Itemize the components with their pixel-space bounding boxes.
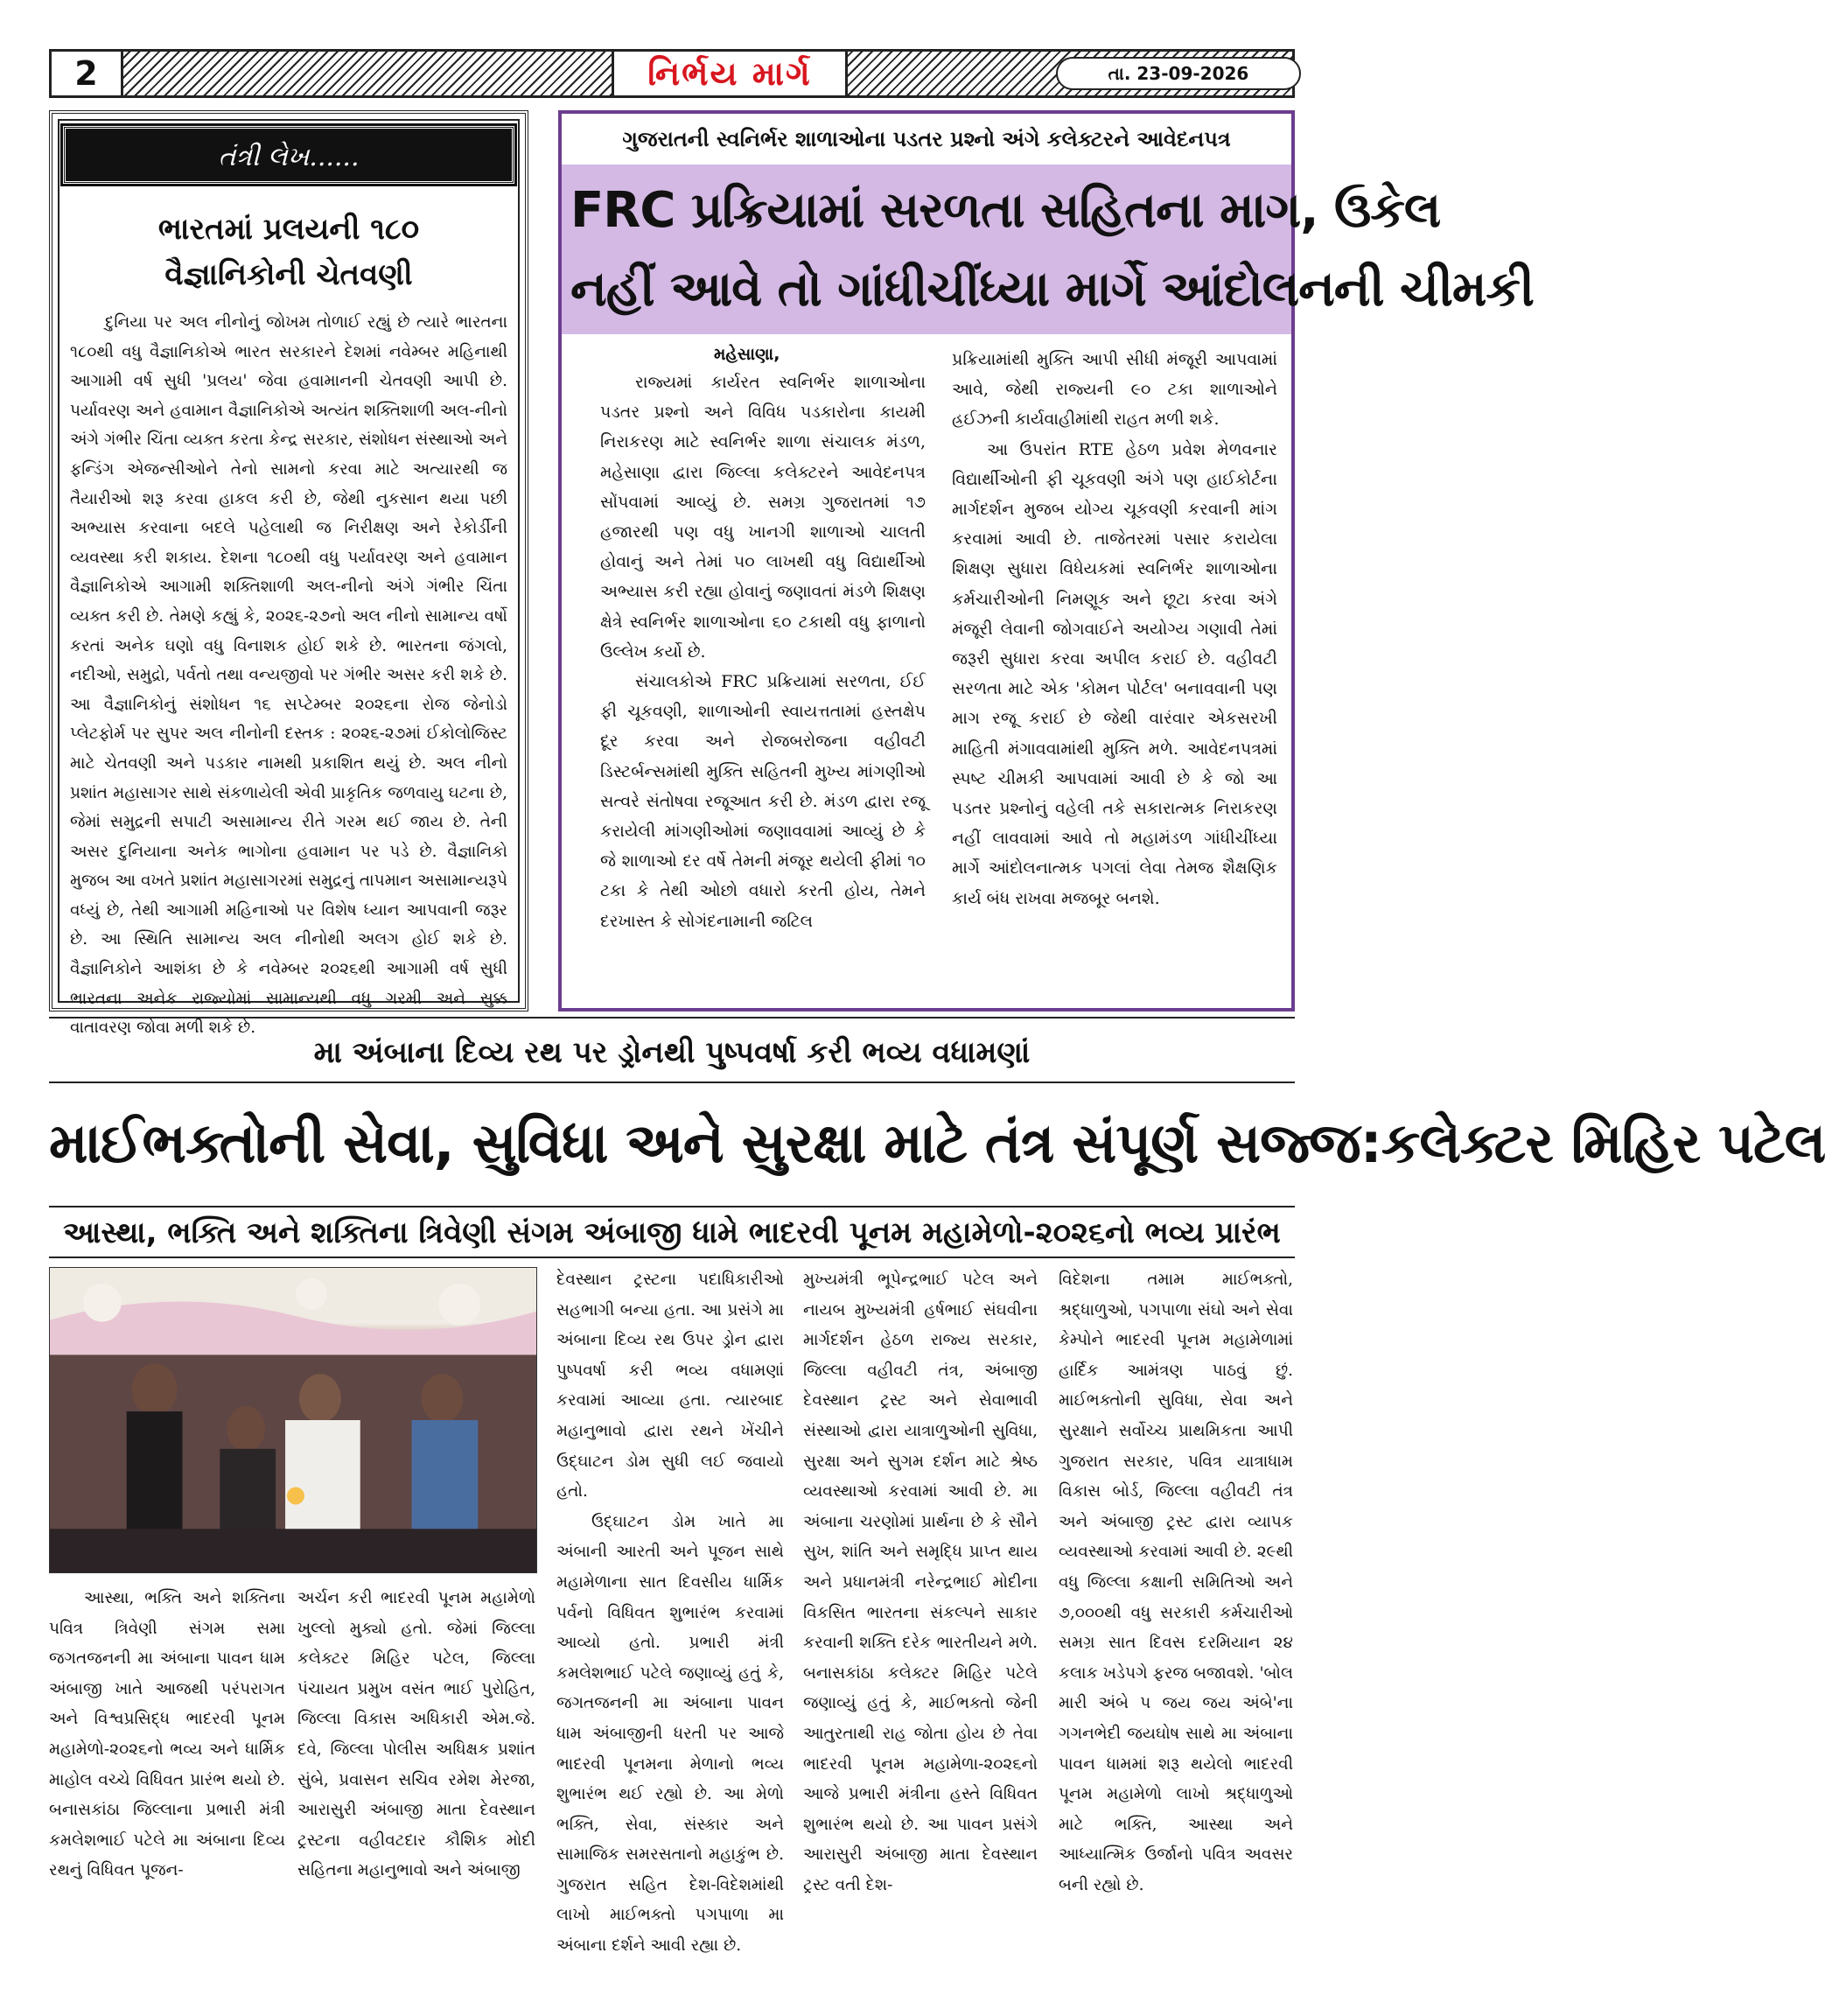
lower-column-5 [1059, 1265, 1293, 1900]
editorial-headline [70, 206, 507, 298]
story-kicker: ગુજરાતની સ્વનિર્ભર શાળાઓના પડતર પ્રશ્નો અંગે કલેક્ટરને આવેદનપત્ર [622, 127, 1231, 151]
section-divider [49, 1082, 1295, 1083]
editorial-headline-line2: વૈજ્ઞાનિકોની ચેતવણી [164, 257, 413, 292]
headline-band [562, 164, 1534, 334]
section-divider [49, 1206, 1295, 1208]
story-headline-line2: નહીં આવે તો ગાંધીચીંધ્યા માર્ગે આંદોલનની ચીમકી [570, 261, 1534, 318]
story-columns [562, 334, 1291, 936]
story-paragraph: વિદેશના તમામ માઈભક્તો, શ્રદ્ધાળુઓ, પગપાળા સંઘો અને સેવા કેમ્પોને ભાદરવી પૂનમ મહામેળામાં હાર્દિક આમંત્રણ પાઠવું છું. માઈભક્તોની સુવિધા, સેવા અને સુરક્ષાને સર્વોચ્ચ પ્રાથમિકતા આપી ગુજરાત સરકાર, પવિત્ર યાત્રાધામ વિકાસ બોર્ડ, જિલ્લા વહીવટી તંત્ર અને અંબાજી ટ્રસ્ટ દ્વારા વ્યાપક વ્યવસ્થાઓ કરવામાં આવી છે. ૨૯થી વધુ જિલ્લા કક્ષાની સમિતિઓ અને ૭,૦૦૦થી વધુ સરકારી કર્મચારીઓ સમગ્ર સાત દિવસ દરમિયાન ૨૪ કલાક ખડેપગે ફરજ બજાવશે. 'બોલ મારી અંબે પ જય જય અંબે'ના ગગનભેદી જયઘોષ સાથે મા અંબાના પાવન ધામમાં શરૂ થયેલો ભાદરવી પૂનમ મહામેળો લાખો શ્રદ્ધાળુઓ માટે ભક્તિ, આસ્થા અને આધ્યાત્મિક ઉર્જાનો પવિત્ર અવસર બની રહ્યો છે. [1059, 1270, 1293, 1894]
editorial-label: તંત્રી લેખ...... [63, 126, 514, 184]
story-paragraph: પ્રક્રિયામાંથી મુક્તિ આપી સીધી મંજૂરી આપવામાં આવે, જેથી રાજ્યની ૯૦ ટકા શાળાઓને હ્રઈઝની કાર્યવાહીમાંથી રાહત મળી શકે. [952, 350, 1277, 430]
event-photo-illustration [50, 1268, 536, 1572]
lower-headline: માઈભક્તોની સેવા, સુવિધા અને સુરક્ષા માટે તંત્ર સંપૂર્ણ સજ્જ:કલેક્ટર મિહિર પટેલ [49, 1111, 1825, 1175]
masthead [49, 49, 1295, 98]
story-headline-line1: FRC પ્રક્રિયામાં સરળતા સહિતના માગ, ઉકેલ [570, 182, 1441, 239]
story-dateline: મહેસાણા, [714, 345, 780, 364]
editorial-box [49, 110, 528, 1038]
lower-column-1 [49, 1584, 285, 1886]
story-paragraph: આસ્થા, ભક્તિ અને શક્તિના પવિત્ર ત્રિવેણી સંગમ સમા જગતજનની મા અંબાના પાવન ધામ અંબાજી ખાતે આજથી પરંપરાગત અને વિશ્વપ્રસિદ્ધ ભાદરવી પૂનમ મહામેળો-૨૦૨૬નો ભવ્ય અને ધાર્મિક માહોલ વચ્ચે વિધિવત પ્રારંભ થયો છે. બનાસકાંઠા જિલ્લાના પ્રભારી મંત્રી કમલેશભાઈ પટેલે મા અંબાના દિવ્ય રથનું વિધિવત પૂજન- [49, 1589, 285, 1880]
section-divider [49, 1256, 1295, 1258]
story-column-1 [600, 345, 926, 936]
story-paragraph: આ ઉપરાંત RTE હેઠળ પ્રવેશ મેળવનાર વિદ્યાર્થીઓની ફી ચૂકવણી અંગે પણ હાઈકોર્ટના માર્ગદર્શન મુજબ યોગ્ય ચૂકવણી કરવાની માંગ કરવામાં આવી છે. તાજેતરમાં પસાર કરાયેલા શિક્ષણ સુધારા વિધેયકમાં સ્વનિર્ભર શાળાઓના કર્મચારીઓની નિમણૂક અને છૂટા કરવા અંગે મંજૂરી લેવાની જોગવાઈને અયોગ્ય ગણાવી તેમાં જરૂરી સુધારા કરવા અપીલ કરાઈ છે. વહીવટી સરળતા માટે એક 'કોમન પોર્ટલ' બનાવવાની પણ માગ રજૂ કરાઈ છે જેથી વારંવાર એકસરખી માહિતી મંગાવવામાંથી મુક્તિ મળે. આવેદનપત્રમાં સ્પષ્ટ ચીમકી આપવામાં આવી છે કે જો આ પડતર પ્રશ્નોનું વહેલી તકે સકારાત્મક નિરાકરણ નહીં લાવવામાં આવે તો મહામંડળ ગાંધીચીંધ્યા માર્ગે આંદોલનાત્મક પગલાં લેવા તેમજ શૈક્ષણિક કાર્ય બંધ રાખવા મજબૂર બનશે. [952, 439, 1277, 908]
newspaper-logo: નિર્ભય માર્ગ [612, 52, 848, 95]
story-paragraph: સંચાલકોએ FRC પ્રક્રિયામાં સરળતા, ઈઈ ફી ચૂકવણી, શાળાઓની સ્વાયત્તતામાં હસ્તક્ષેપ દૂર કરવા અને રોજબરોજના વહીવટી ડિસ્ટર્બન્સમાંથી મુક્તિ સહિતની મુખ્ય માંગણીઓ સત્વરે સંતોષવા રજૂઆત કરી છે. મંડળ દ્વારા રજૂ કરાયેલી માંગણીઓમાં જણાવવામાં આવ્યું છે કે જે શાળાઓ દર વર્ષે તેમની મંજૂર થયેલી ફીમાં ૧૦ ટકા કે તેથી ઓછો વધારો કરતી હોય, તેમને દરખાસ્ત કે સોગંદનામાની જટિલ [600, 672, 926, 931]
school-memorandum-story [558, 110, 1534, 1012]
lower-column-3 [556, 1265, 784, 1962]
story-paragraph: રાજ્યમાં કાર્યરત સ્વનિર્ભર શાળાઓના પડતર પ્રશ્નો અને વિવિધ પડકારોના કાયમી નિરાકરણ માટે સ્વનિર્ભર શાળા સંચાલક મંડળ, મહેસાણા દ્વારા જિલ્લા કલેક્ટરને આવેદનપત્ર સોંપવામાં આવ્યું છે. સમગ્ર ગુજરાતમાં ૧૭ હજારથી પણ વધુ ખાનગી શાળાઓ ચાલતી હોવાનું અને તેમાં ૫૦ લાખથી વધુ વિદ્યાર્થીઓ અભ્યાસ કરી રહ્યા હોવાનું જણાવતાં મંડળે શિક્ષણ ક્ષેત્રે સ્વનિર્ભર શાળાઓના ૬૦ ટકાથી વધુ ફાળાનો ઉલ્લેખ કર્યો છે. [600, 373, 926, 662]
lower-column-4 [803, 1265, 1038, 1900]
issue-date: તા. 23-09-2026 [1056, 57, 1301, 90]
story-paragraph: અર્ચન કરી ભાદરવી પૂનમ મહામેળો ખુલ્લો મુક્યો હતો. જેમાં જિલ્લા કલેક્ટર મિહિર પટેલ, જિલ્લા પંચાયત પ્રમુખ વસંત ભાઈ પુરોહિત, જિલ્લા વિકાસ અધિકારી એમ.જે. દવે, જિલ્લા પોલીસ અધિક્ષક પ્રશાંત સુંબે, પ્રવાસન સચિવ રમેશ મેરજા, આરાસુરી અંબાજી માતા દેવસ્થાન ટ્રસ્ટના વહીવટદાર કૌશિક મોદી સહિતના મહાનુભાવો અને અંબાજી [297, 1589, 535, 1880]
lower-column-2 [297, 1584, 535, 1886]
event-photo [49, 1267, 537, 1573]
lower-kicker: મા અંબાના દિવ્ય રથ પર ડ્રોનથી પુષ્પવર્ષા કરી ભવ્ય વધામણાં [313, 1035, 1031, 1070]
page-number: 2 [52, 52, 123, 95]
story-paragraph: દેવસ્થાન ટ્રસ્ટના પદાધિકારીઓ સહભાગી બન્યા હતા. આ પ્રસંગે મા અંબાના દિવ્ય રથ ઉપર ડ્રોન દ્વારા પુષ્પવર્ષા કરી ભવ્ય વધામણાં કરવામાં આવ્યા હતા. ત્યારબાદ મહાનુભાવો દ્વારા રથને ખેંચીને ઉદ્ઘાટન ડોમ સુધી લઈ જવાયો હતો. [556, 1270, 784, 1502]
editorial-headline-line1: ભારતમાં પ્રલયની ૧૮૦ [157, 212, 420, 247]
section-divider [49, 1017, 1295, 1018]
lower-subhead: આસ્થા, ભક્તિ અને શક્તિના ત્રિવેણી સંગમ અંબાજી ધામે ભાદરવી પૂનમ મહામેળો-૨૦૨૬નો ભવ્ય પ્રારંભ [63, 1215, 1281, 1250]
editorial-body: દુનિયા પર અલ નીનોનું જોખમ તોળાઈ રહ્યું છે ત્યારે ભારતના ૧૮૦થી વધુ વૈજ્ઞાનિકોએ ભારત સરકારને દેશમાં નવેમ્બર મહિનાથી આગામી વર્ષ સુધી 'પ્રલય' જેવા હવામાનની ચેતવણી આપી છે. પર્યાવરણ અને હવામાન વૈજ્ઞાનિકોએ અત્યંત શક્તિશાળી અલ-નીનો અંગે ગંભીર ચિંતા વ્યક્ત કરતા કેન્દ્ર સરકાર, સંશોધન સંસ્થાઓ અને ફન્ડિંગ એજન્સીઓને તેનો સામનો કરવા માટે અત્યારથી જ તૈયારીઓ શરૂ કરવા હાકલ કરી છે, જેથી નુકસાન થયા પછી અભ્યાસ કરવાના બદલે પહેલાથી જ નિરીક્ષણ અને રેકોર્ડીની વ્યવસ્થા કરી શકાય. દેશના ૧૮૦થી વધુ પર્યાવરણ અને હવામાન વૈજ્ઞાનિકોએ આગામી શક્તિશાળી અલ-નીનો અંગે ગંભીર ચિંતા વ્યક્ત કરી છે. તેમણે કહ્યું કે, ૨૦૨૬-૨૭નો અલ નીનો સામાન્ય વર્ષો કરતાં અનેક ઘણો વધુ વિનાશક હોઈ શકે છે. ભારતના જંગલો, નદીઓ, સમુદ્રો, પર્વતો તથા વન્યજીવો પર ગંભીર અસર કરી શકે છે. આ વૈજ્ઞાનિકોનું સંશોધન ૧૬ સપ્ટેમ્બર ૨૦૨૬ના રોજ જેનોડો પ્લેટફોર્મ પર સુપર અલ નીનોની દસ્તક : ૨૦૨૬-૨૭માં ઈકોલોજિસ્ટ માટે ચેતવણી અને પડકાર નામથી પ્રકાશિત થયું છે. અલ નીનો પ્રશાંત મહાસાગર સાથે સંકળાયેલી એવી પ્રાકૃતિક જળવાયુ ઘટના છે, જેમાં સમુદ્રની સપાટી અસામાન્ય રીતે ગરમ થઈ જાય છે. તેની અસર દુનિયાના અનેક ભાગોના હવામાન પર પડે છે. વૈજ્ઞાનિકો મુજબ આ વખતે પ્રશાંત મહાસાગરમાં સમુદ્રનું તાપમાન અસામાન્યરૂપે વધ્યું છે, તેથી આગામી મહિનાઓ પર વિશેષ ધ્યાન આપવાની જરૂર છે. આ સ્થિતિ સામાન્ય અલ નીનોથી અલગ હોઈ શકે છે. વૈજ્ઞાનિકોને આશંકા છે કે નવેમ્બર ૨૦૨૬થી આગામી વર્ષ સુધી ભારતના અનેક રાજ્યોમાં સામાન્યથી વધુ ગરમી અને સુક્ક વાતાવરણ જોવા મળી શકે છે. [70, 313, 507, 1038]
story-paragraph: ઉદ્ઘાટન ડોમ ખાતે મા અંબાની આરતી અને પૂજન સાથે મહામેળાના સાત દિવસીય ધાર્મિક પર્વનો વિધિવત શુભારંભ કરવામાં આવ્યો હતો. પ્રભારી મંત્રી કમલેશભાઈ પટેલે જણાવ્યું હતું કે, જગતજનની મા અંબાના પાવન ધામ અંબાજીની ધરતી પર આજે ભાદરવી પૂનમના મેળાનો ભવ્ય શુભારંભ થઈ રહ્યો છે. આ મેળો ભક્તિ, સેવા, સંસ્કાર અને સામાજિક સમરસતાનો મહાકુંભ છે. ગુજરાત સહિત દેશ-વિદેશમાંથી લાખો માઈભક્તો પગપાળા મા અંબાના દર્શને આવી રહ્યા છે. [556, 1512, 784, 1956]
story-paragraph: મુખ્યમંત્રી ભૂપેન્દ્રભાઈ પટેલ અને નાયબ મુખ્યમંત્રી હર્ષભાઈ સંઘવીના માર્ગદર્શન હેઠળ રાજ્ય સરકાર, જિલ્લા વહીવટી તંત્ર, અંબાજી દેવસ્થાન ટ્રસ્ટ અને સેવાભાવી સંસ્થાઓ દ્વારા યાત્રાળુઓની સુવિધા, સુરક્ષા અને સુગમ દર્શન માટે શ્રેષ્ઠ વ્યવસ્થાઓ કરવામાં આવી છે. મા અંબાના ચરણોમાં પ્રાર્થના છે કે સૌને સુખ, શાંતિ અને સમૃદ્ધિ પ્રાપ્ત થાય અને પ્રધાનમંત્રી નરેન્દ્રભાઈ મોદીના વિકસિત ભારતના સંકલ્પને સાકાર કરવાની શક્તિ દરેક ભારતીયને મળે. બનાસકાંઠા કલેક્ટર મિહિર પટેલે જણાવ્યું હતું કે, માઈભક્તો જેની આતુરતાથી રાહ જોતા હોય છે તેવા ભાદરવી પૂનમ મહામેળા-૨૦૨૬નો આજે પ્રભારી મંત્રીના હસ્તે વિધિવત શુભારંભ થયો છે. આ પાવન પ્રસંગે આરાસુરી અંબાજી માતા દેવસ્થાન ટ્રસ્ટ વતી દેશ- [803, 1270, 1038, 1894]
story-column-2 [952, 345, 1277, 936]
